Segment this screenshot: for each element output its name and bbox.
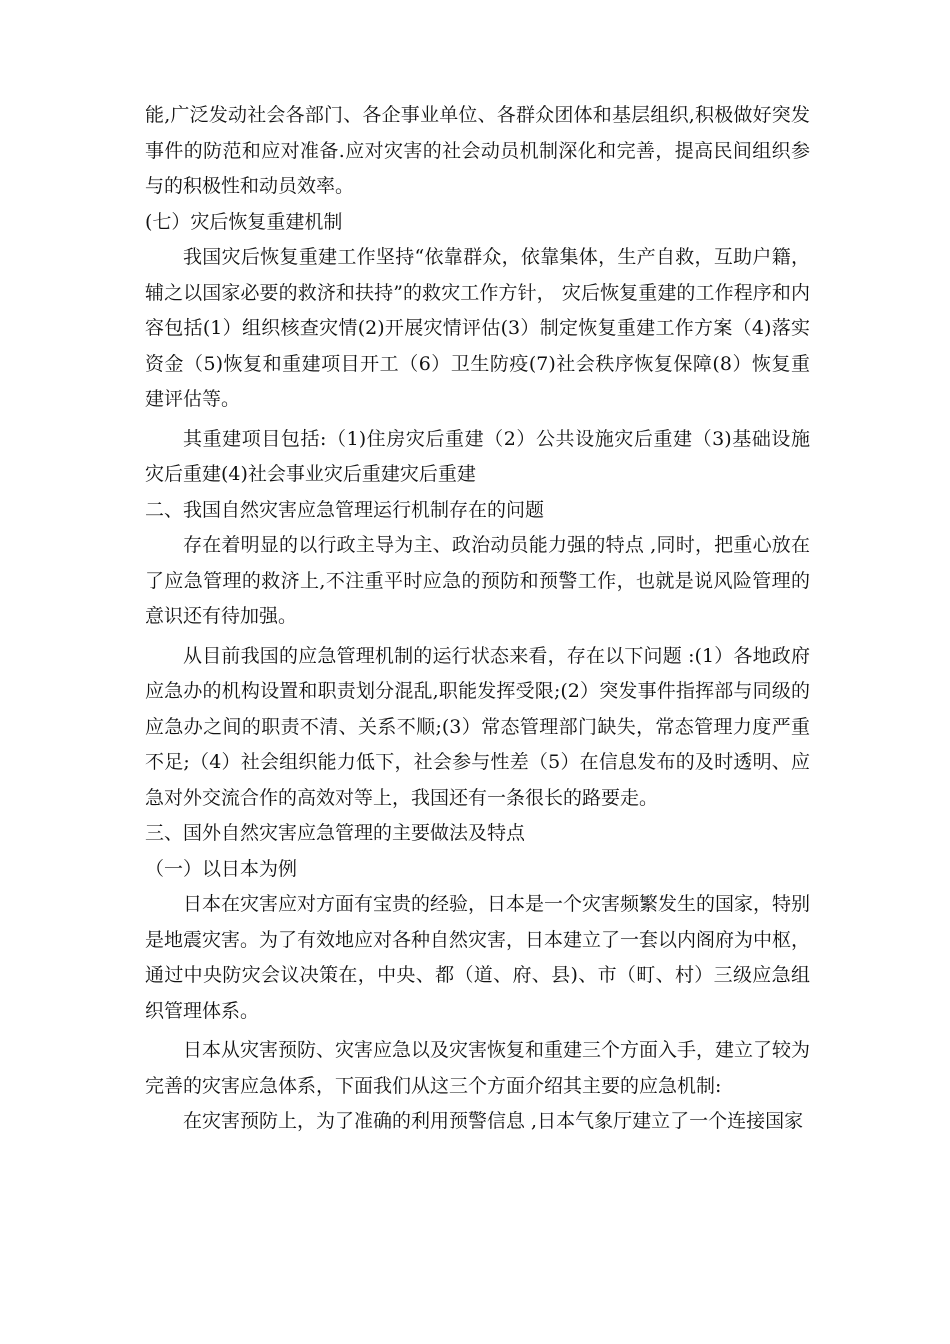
paragraph-recovery-procedure: 我国灾后恢复重建工作坚持“依靠群众，依靠集体，生产自救，互助户籍，辅之以国家必要的救济和扶持”的救灾工作方针， 灾后恢复重建的工作程序和内容包括(1）组织核查灾情(2)开展灾情评估(3）制定恢复重建工作方案（4)落实资金（5)恢复和重建项目开工（6）卫生防疫(7)社会秩序恢复保障(8）恢复重建评估等。	[145, 246, 810, 410]
document-body	[145, 98, 810, 1140]
paragraph-japan-system: 日本从灾害预防、灾害应急以及灾害恢复和重建三个方面入手，建立了较为完善的灾害应急体系，下面我们从这三个方面介绍其主要的应急机制:	[145, 1039, 811, 1097]
section-heading-foreign-practices: 三、国外自然灾害应急管理的主要做法及特点	[145, 822, 526, 844]
paragraph-japan-overview: 日本在灾害应对方面有宝贵的经验，日本是一个灾害频繁发生的国家，特别是地震灾害。为了有效地应对各种自然灾害，日本建立了一套以内阁府为中枢，通过中央防灾会议决策在，中央、都（道、府、县)、市（町、村）三级应急组织管理体系。	[145, 893, 811, 1022]
paragraph-japan-prevention: 在灾害预防上，为了准确的利用预警信息 ,日本气象厅建立了一个连接国家	[183, 1110, 804, 1132]
section-heading-problems: 二、我国自然灾害应急管理运行机制存在的问题	[145, 498, 545, 521]
section-heading-recovery-mechanism: (七）灾后恢复重建机制	[145, 210, 343, 233]
paragraph-problem-features: 存在着明显的以行政主导为主、政治动员能力强的特点 ,同时，把重心放在了应急管理的救济上,不注重平时应急的预防和预警工作，也就是说风险管理的意识还有待加强。	[145, 534, 810, 627]
paragraph-reconstruction-items: 其重建项目包括:（1)住房灾后重建（2）公共设施灾后重建（3)基础设施灾后重建(4)社会事业灾后重建灾后重建	[145, 427, 810, 485]
subsection-heading-japan: （一）以日本为例	[145, 857, 298, 880]
paragraph-problem-list: 从目前我国的应急管理机制的运行状态来看，存在以下问题 :(1）各地政府应急办的机构设置和职责划分混乱,职能发挥受限;(2）突发事件指挥部与同级的应急办之间的职责不清、关系不顺;(3）常态管理部门缺失，常态管理力度严重不足;（4）社会组织能力低下，社会参与性差（5）在信息发布的及时透明、应急对外交流合作的高效对等上，我国还有一条很长的路要走。	[145, 644, 810, 809]
paragraph-continuation: 能,广泛发动社会各部门、各企事业单位、各群众团体和基层组织,积极做好突发事件的防范和应对准备.应对灾害的社会动员机制深化和完善，提高民间组织参与的积极性和动员效率。	[145, 104, 810, 197]
